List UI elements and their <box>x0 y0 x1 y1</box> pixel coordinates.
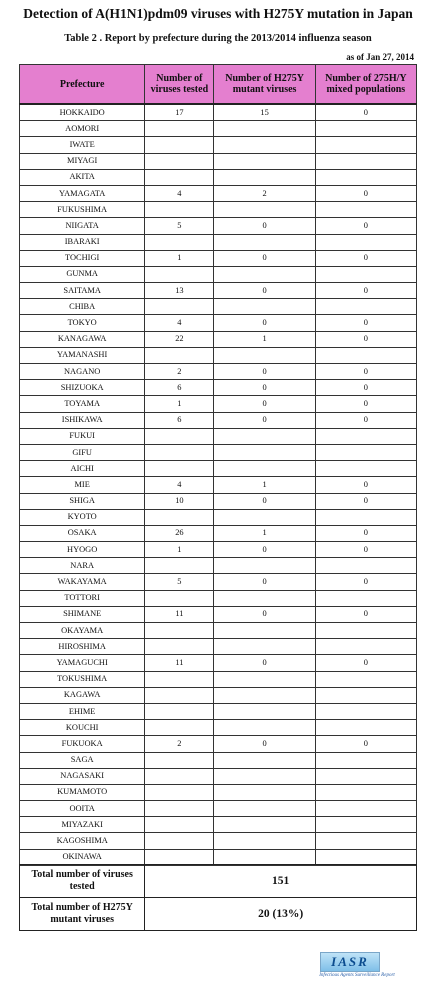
header-h275y-mutants: Number of H275Y mutant viruses <box>214 65 315 105</box>
cell-viruses-tested: 17 <box>145 104 214 121</box>
cell-mixed-populations: 0 <box>315 250 416 266</box>
cell-prefecture: HIROSHIMA <box>20 639 145 655</box>
table-row <box>20 396 417 412</box>
cell-viruses-tested <box>145 752 214 768</box>
table-row <box>20 542 417 558</box>
cell-h275y-mutants <box>214 833 315 849</box>
cell-viruses-tested <box>145 849 214 865</box>
table-row <box>20 720 417 736</box>
cell-mixed-populations <box>315 558 416 574</box>
cell-prefecture: OOITA <box>20 801 145 817</box>
prefecture-table <box>19 64 417 866</box>
table-row <box>20 169 417 185</box>
cell-mixed-populations: 0 <box>315 606 416 622</box>
cell-prefecture: OSAKA <box>20 525 145 541</box>
cell-h275y-mutants <box>214 849 315 865</box>
table-header-row <box>20 65 417 105</box>
cell-h275y-mutants <box>214 623 315 639</box>
cell-prefecture: KUMAMOTO <box>20 784 145 800</box>
cell-mixed-populations <box>315 639 416 655</box>
cell-h275y-mutants <box>214 784 315 800</box>
cell-prefecture: AKITA <box>20 169 145 185</box>
cell-mixed-populations <box>315 266 416 282</box>
cell-prefecture: CHIBA <box>20 299 145 315</box>
cell-viruses-tested <box>145 121 214 137</box>
cell-prefecture: SHIMANE <box>20 606 145 622</box>
cell-prefecture: GIFU <box>20 444 145 460</box>
table-row <box>20 768 417 784</box>
cell-prefecture: IWATE <box>20 137 145 153</box>
cell-viruses-tested <box>145 266 214 282</box>
cell-viruses-tested <box>145 169 214 185</box>
cell-viruses-tested: 5 <box>145 574 214 590</box>
cell-h275y-mutants: 0 <box>214 396 315 412</box>
cell-prefecture: TOKUSHIMA <box>20 671 145 687</box>
table-row <box>20 202 417 218</box>
cell-prefecture: YAMAGUCHI <box>20 655 145 671</box>
table-row <box>20 299 417 315</box>
cell-h275y-mutants: 0 <box>214 736 315 752</box>
cell-viruses-tested <box>145 347 214 363</box>
table-row <box>20 283 417 299</box>
table-row <box>20 574 417 590</box>
cell-h275y-mutants: 2 <box>214 185 315 201</box>
cell-h275y-mutants: 0 <box>214 218 315 234</box>
cell-mixed-populations <box>315 720 416 736</box>
cell-mixed-populations: 0 <box>315 331 416 347</box>
cell-h275y-mutants: 1 <box>214 331 315 347</box>
table-row <box>20 444 417 460</box>
cell-h275y-mutants <box>214 639 315 655</box>
cell-viruses-tested <box>145 461 214 477</box>
cell-mixed-populations <box>315 428 416 444</box>
cell-mixed-populations: 0 <box>315 315 416 331</box>
cell-mixed-populations <box>315 137 416 153</box>
table-row <box>20 639 417 655</box>
summary-label: Total number of H275Y mutant viruses <box>20 898 145 931</box>
cell-h275y-mutants <box>214 801 315 817</box>
cell-mixed-populations: 0 <box>315 364 416 380</box>
cell-mixed-populations <box>315 687 416 703</box>
cell-prefecture: SAGA <box>20 752 145 768</box>
cell-viruses-tested: 2 <box>145 364 214 380</box>
table-row <box>20 817 417 833</box>
cell-h275y-mutants <box>214 169 315 185</box>
table-row <box>20 477 417 493</box>
cell-prefecture: YAMAGATA <box>20 185 145 201</box>
cell-prefecture: IBARAKI <box>20 234 145 250</box>
table-row <box>20 703 417 719</box>
table-row <box>20 461 417 477</box>
cell-viruses-tested: 13 <box>145 283 214 299</box>
cell-mixed-populations: 0 <box>315 574 416 590</box>
cell-prefecture: KAGOSHIMA <box>20 833 145 849</box>
cell-mixed-populations: 0 <box>315 655 416 671</box>
cell-mixed-populations: 0 <box>315 525 416 541</box>
cell-viruses-tested: 5 <box>145 218 214 234</box>
cell-prefecture: AICHI <box>20 461 145 477</box>
cell-mixed-populations <box>315 509 416 525</box>
cell-prefecture: TOKYO <box>20 315 145 331</box>
cell-mixed-populations: 0 <box>315 412 416 428</box>
cell-mixed-populations <box>315 347 416 363</box>
cell-viruses-tested: 22 <box>145 331 214 347</box>
cell-viruses-tested: 26 <box>145 525 214 541</box>
summary-value: 20 (13%) <box>145 898 417 931</box>
cell-viruses-tested <box>145 299 214 315</box>
cell-prefecture: KOUCHI <box>20 720 145 736</box>
cell-h275y-mutants <box>214 121 315 137</box>
table-row <box>20 736 417 752</box>
cell-viruses-tested <box>145 720 214 736</box>
cell-mixed-populations <box>315 153 416 169</box>
table-body <box>20 104 417 865</box>
cell-viruses-tested: 1 <box>145 542 214 558</box>
summary-row-mutants <box>20 898 417 931</box>
cell-prefecture: FUKUOKA <box>20 736 145 752</box>
cell-prefecture: HYOGO <box>20 542 145 558</box>
table-row <box>20 347 417 363</box>
cell-mixed-populations <box>315 833 416 849</box>
cell-mixed-populations <box>315 703 416 719</box>
cell-prefecture: WAKAYAMA <box>20 574 145 590</box>
cell-mixed-populations: 0 <box>315 542 416 558</box>
table-row <box>20 412 417 428</box>
cell-viruses-tested: 1 <box>145 396 214 412</box>
cell-mixed-populations <box>315 817 416 833</box>
cell-viruses-tested: 4 <box>145 315 214 331</box>
cell-viruses-tested: 4 <box>145 477 214 493</box>
summary-value: 151 <box>145 865 417 898</box>
cell-h275y-mutants <box>214 266 315 282</box>
cell-h275y-mutants: 15 <box>214 104 315 121</box>
cell-viruses-tested <box>145 444 214 460</box>
cell-h275y-mutants: 0 <box>214 655 315 671</box>
table-row <box>20 493 417 509</box>
table-row <box>20 833 417 849</box>
cell-viruses-tested: 2 <box>145 736 214 752</box>
cell-mixed-populations: 0 <box>315 104 416 121</box>
cell-prefecture: GUNMA <box>20 266 145 282</box>
as-of-date: as of Jan 27, 2014 <box>346 52 414 62</box>
cell-mixed-populations: 0 <box>315 736 416 752</box>
cell-viruses-tested: 11 <box>145 606 214 622</box>
cell-prefecture: HOKKAIDO <box>20 104 145 121</box>
cell-h275y-mutants <box>214 234 315 250</box>
cell-mixed-populations <box>315 623 416 639</box>
cell-h275y-mutants <box>214 509 315 525</box>
table-row <box>20 687 417 703</box>
cell-h275y-mutants <box>214 153 315 169</box>
table-row <box>20 849 417 865</box>
cell-viruses-tested <box>145 703 214 719</box>
cell-h275y-mutants <box>214 768 315 784</box>
table-row <box>20 331 417 347</box>
cell-viruses-tested <box>145 623 214 639</box>
cell-h275y-mutants: 1 <box>214 477 315 493</box>
table-row <box>20 104 417 121</box>
cell-mixed-populations <box>315 461 416 477</box>
cell-h275y-mutants <box>214 671 315 687</box>
cell-viruses-tested: 11 <box>145 655 214 671</box>
cell-prefecture: MIYAZAKI <box>20 817 145 833</box>
cell-h275y-mutants: 0 <box>214 412 315 428</box>
cell-prefecture: NAGASAKI <box>20 768 145 784</box>
cell-h275y-mutants <box>214 752 315 768</box>
cell-h275y-mutants <box>214 428 315 444</box>
summary-label: Total number of viruses tested <box>20 865 145 898</box>
cell-mixed-populations: 0 <box>315 283 416 299</box>
cell-prefecture: TOTTORI <box>20 590 145 606</box>
cell-viruses-tested: 4 <box>145 185 214 201</box>
cell-prefecture: OKAYAMA <box>20 623 145 639</box>
table-row <box>20 752 417 768</box>
cell-h275y-mutants <box>214 202 315 218</box>
cell-viruses-tested <box>145 509 214 525</box>
table-row <box>20 315 417 331</box>
table-row <box>20 784 417 800</box>
cell-mixed-populations: 0 <box>315 185 416 201</box>
cell-viruses-tested <box>145 801 214 817</box>
cell-prefecture: AOMORI <box>20 121 145 137</box>
cell-mixed-populations <box>315 121 416 137</box>
cell-prefecture: NIIGATA <box>20 218 145 234</box>
table-row <box>20 801 417 817</box>
cell-prefecture: YAMANASHI <box>20 347 145 363</box>
table-row <box>20 250 417 266</box>
cell-prefecture: SAITAMA <box>20 283 145 299</box>
cell-h275y-mutants <box>214 299 315 315</box>
cell-h275y-mutants <box>214 720 315 736</box>
cell-prefecture: FUKUSHIMA <box>20 202 145 218</box>
header-viruses-tested: Number of viruses tested <box>145 65 214 105</box>
cell-prefecture: MIYAGI <box>20 153 145 169</box>
table-row <box>20 218 417 234</box>
cell-mixed-populations <box>315 671 416 687</box>
cell-mixed-populations <box>315 752 416 768</box>
cell-h275y-mutants <box>214 137 315 153</box>
cell-viruses-tested <box>145 234 214 250</box>
cell-h275y-mutants <box>214 687 315 703</box>
cell-viruses-tested <box>145 202 214 218</box>
table-row <box>20 525 417 541</box>
cell-h275y-mutants: 0 <box>214 380 315 396</box>
cell-viruses-tested: 6 <box>145 412 214 428</box>
cell-mixed-populations: 0 <box>315 218 416 234</box>
cell-viruses-tested <box>145 817 214 833</box>
table-row <box>20 623 417 639</box>
cell-mixed-populations <box>315 768 416 784</box>
cell-viruses-tested <box>145 590 214 606</box>
cell-viruses-tested: 10 <box>145 493 214 509</box>
table-row <box>20 380 417 396</box>
cell-h275y-mutants <box>214 461 315 477</box>
cell-h275y-mutants <box>214 347 315 363</box>
cell-mixed-populations: 0 <box>315 477 416 493</box>
cell-h275y-mutants <box>214 590 315 606</box>
cell-mixed-populations <box>315 299 416 315</box>
cell-prefecture: KAGAWA <box>20 687 145 703</box>
cell-h275y-mutants <box>214 817 315 833</box>
cell-h275y-mutants <box>214 703 315 719</box>
cell-viruses-tested: 1 <box>145 250 214 266</box>
cell-h275y-mutants: 0 <box>214 574 315 590</box>
page-title: Detection of A(H1N1)pdm09 viruses with H275Y mutation in Japan <box>23 6 413 21</box>
cell-prefecture: MIE <box>20 477 145 493</box>
table-row <box>20 185 417 201</box>
cell-viruses-tested <box>145 558 214 574</box>
table-row <box>20 428 417 444</box>
table-row <box>20 655 417 671</box>
cell-mixed-populations <box>315 801 416 817</box>
cell-prefecture: OKINAWA <box>20 849 145 865</box>
summary-row-tested <box>20 865 417 898</box>
cell-mixed-populations: 0 <box>315 493 416 509</box>
table-row <box>20 234 417 250</box>
table-row <box>20 364 417 380</box>
cell-h275y-mutants <box>214 558 315 574</box>
cell-h275y-mutants: 1 <box>214 525 315 541</box>
cell-viruses-tested <box>145 833 214 849</box>
cell-prefecture: KYOTO <box>20 509 145 525</box>
cell-prefecture: TOCHIGI <box>20 250 145 266</box>
table-row <box>20 153 417 169</box>
table-row <box>20 558 417 574</box>
cell-h275y-mutants: 0 <box>214 493 315 509</box>
table-row <box>20 121 417 137</box>
table-row <box>20 671 417 687</box>
cell-viruses-tested <box>145 428 214 444</box>
table-row <box>20 606 417 622</box>
table-row <box>20 266 417 282</box>
cell-viruses-tested <box>145 671 214 687</box>
cell-mixed-populations <box>315 590 416 606</box>
cell-prefecture: NAGANO <box>20 364 145 380</box>
cell-h275y-mutants <box>214 444 315 460</box>
cell-viruses-tested <box>145 768 214 784</box>
cell-mixed-populations <box>315 849 416 865</box>
cell-mixed-populations: 0 <box>315 380 416 396</box>
cell-prefecture: SHIGA <box>20 493 145 509</box>
cell-viruses-tested <box>145 137 214 153</box>
cell-mixed-populations <box>315 234 416 250</box>
cell-h275y-mutants: 0 <box>214 606 315 622</box>
cell-mixed-populations: 0 <box>315 396 416 412</box>
summary-table <box>19 864 417 931</box>
header-mixed-populations: Number of 275H/Y mixed populations <box>315 65 416 105</box>
table-row <box>20 137 417 153</box>
cell-prefecture: TOYAMA <box>20 396 145 412</box>
cell-mixed-populations <box>315 784 416 800</box>
cell-mixed-populations <box>315 169 416 185</box>
cell-mixed-populations <box>315 444 416 460</box>
table-row <box>20 509 417 525</box>
table-row <box>20 590 417 606</box>
cell-h275y-mutants: 0 <box>214 315 315 331</box>
cell-h275y-mutants: 0 <box>214 364 315 380</box>
cell-prefecture: NARA <box>20 558 145 574</box>
cell-mixed-populations <box>315 202 416 218</box>
cell-prefecture: ISHIKAWA <box>20 412 145 428</box>
iasr-logo-subtext: Infectious Agents Surveillance Report <box>319 973 395 978</box>
header-prefecture: Prefecture <box>20 65 145 105</box>
cell-prefecture: FUKUI <box>20 428 145 444</box>
cell-viruses-tested <box>145 687 214 703</box>
cell-prefecture: SHIZUOKA <box>20 380 145 396</box>
cell-prefecture: EHIME <box>20 703 145 719</box>
table-caption: Table 2 . Report by prefecture during the 2013/2014 influenza season <box>64 33 372 44</box>
cell-h275y-mutants: 0 <box>214 250 315 266</box>
cell-h275y-mutants: 0 <box>214 542 315 558</box>
cell-viruses-tested <box>145 639 214 655</box>
cell-h275y-mutants: 0 <box>214 283 315 299</box>
cell-prefecture: KANAGAWA <box>20 331 145 347</box>
cell-viruses-tested <box>145 784 214 800</box>
iasr-logo: IASR <box>320 952 380 972</box>
cell-viruses-tested <box>145 153 214 169</box>
cell-viruses-tested: 6 <box>145 380 214 396</box>
